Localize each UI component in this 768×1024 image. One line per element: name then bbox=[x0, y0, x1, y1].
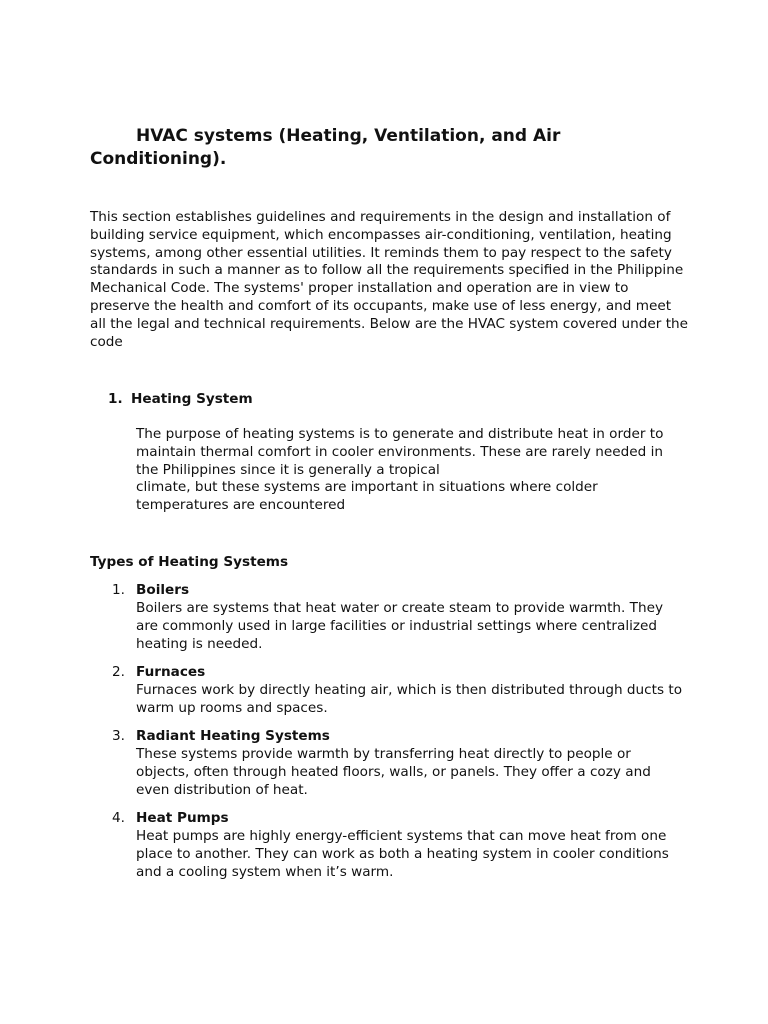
list-item-description: Heat pumps are highly energy-efficient systems that can move heat from one place to another. They can work as both a heating system in cooler conditions and a cooling system when it’s warm. bbox=[136, 828, 669, 880]
list-item-boilers bbox=[112, 581, 686, 653]
list-item-description: Boilers are systems that heat water or create steam to provide warmth. They are commonly used in large facilities or industrial settings where centralized heating is needed. bbox=[136, 600, 664, 652]
intro-paragraph: This section establishes guidelines and requirements in the design and installation of building service equipment, which encompasses air-conditioning, ventilation, heating systems, among other essential utilities. It reminds them to pay respect to the safety standards in such a manner as to follow all the requirements specified in the Philippine Mechanical Code. The systems' proper installation and operation are in view to preserve the health and comfort of its occupants, make use of less energy, and meet all the legal and technical requirements. Below are the HVAC system covered under the code bbox=[90, 209, 688, 350]
list-item-name: Furnaces bbox=[136, 664, 206, 680]
list-item-description: These systems provide warmth by transferring heat directly to people or objects, often through heated floors, walls, or panels. They offer a cozy and even distribution of heat. bbox=[136, 746, 651, 798]
section-body bbox=[136, 426, 686, 515]
list-item-furnaces bbox=[112, 663, 686, 717]
section-number: 1. bbox=[108, 391, 123, 407]
section-title: Heating System bbox=[131, 391, 253, 407]
list-item-number: 3. bbox=[112, 728, 125, 744]
list-item-name: Radiant Heating Systems bbox=[136, 728, 330, 744]
list-item-number: 2. bbox=[112, 664, 125, 680]
section-body-line-1: The purpose of heating systems is to generate and distribute heat in order to maintain thermal comfort in cooler environments. These are rarely needed in the Philippines since it is generally a tropical bbox=[136, 426, 664, 478]
types-heading: Types of Heating Systems bbox=[90, 554, 289, 570]
section-heading-heating-system bbox=[108, 390, 253, 408]
list-item-name: Heat Pumps bbox=[136, 810, 229, 826]
list-item-radiant-heating bbox=[112, 727, 686, 799]
list-item-name: Boilers bbox=[136, 582, 190, 598]
section-body-line-2: climate, but these systems are important in situations where colder temperatures are encountered bbox=[136, 479, 598, 514]
page-title: HVAC systems (Heating, Ventilation, and Air Conditioning). bbox=[90, 126, 561, 169]
list-item-number: 1. bbox=[112, 582, 125, 598]
list-item-description: Furnaces work by directly heating air, which is then distributed through ducts to warm up rooms and spaces. bbox=[136, 682, 683, 716]
list-item-number: 4. bbox=[112, 810, 125, 826]
list-item-heat-pumps bbox=[112, 809, 686, 881]
